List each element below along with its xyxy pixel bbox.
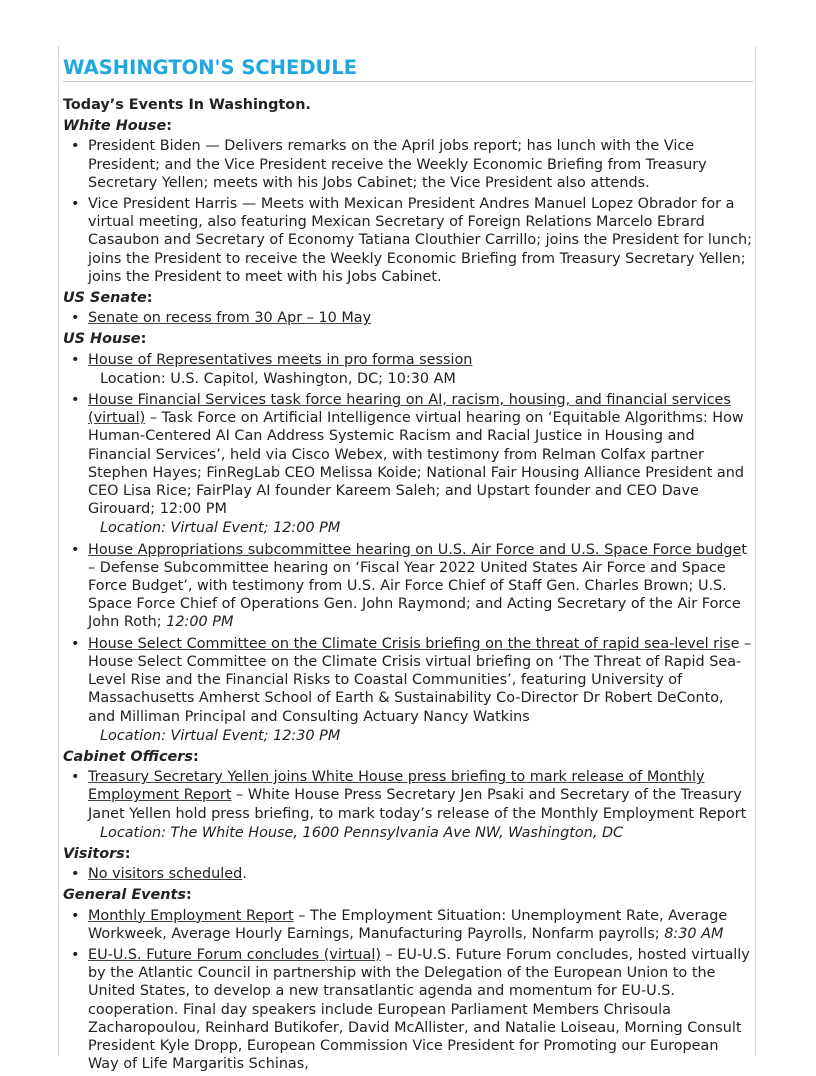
section-visitors: Visitors: [63, 845, 131, 862]
event-location: Location: U.S. Capitol, Washington, DC; 10:30 AM [100, 370, 456, 387]
event-description: – House Select Committee on the Climate Crisis virtual briefing on ‘The Threat of Rapid Sea-Level Rise and the Financial Risks to Coastal Communities’, featuring University of Massachusetts Amherst School of Earth & Sustainability Co-Director Dr Robert DeConto, and Milliman Principal and Consulting Actuary Nancy Watkins [88, 635, 752, 725]
event-description: – The Employment Situation: Unemployment Rate, Average Workweek, Average Hourly Earnings, Manufacturing Payrolls, Nonfarm payrolls; [88, 907, 728, 942]
list-item: • No visitors scheduled. [88, 865, 753, 883]
event-link[interactable]: House Financial Services task force hearing on AI, racism, housing, and financial services (virtual) [88, 392, 731, 427]
event-link-tail: t [741, 541, 748, 558]
cabinet-list [63, 768, 753, 842]
list-item [88, 541, 753, 632]
white-house-list [63, 137, 753, 286]
event-link[interactable]: Treasury Secretary Yellen joins White House press briefing to mark release of Monthly Employment Report [88, 769, 705, 804]
event-link[interactable]: No visitors scheduled [88, 866, 243, 883]
list-item: • President Biden — Delivers remarks on the April jobs report; has lunch with the Vice President; and the Vice President receive the Weekly Economic Briefing from Treasury Secretary Yellen; meets with his Jobs Cabinet; the Vice President also attends. [88, 137, 753, 192]
list-item [88, 351, 753, 388]
list-item [88, 391, 753, 538]
section-label: White House [63, 118, 167, 135]
section-us-senate: US Senate: [63, 290, 153, 307]
event-description: – White House Press Secretary Jen Psaki and Secretary of the Treasury Janet Yellen hold press briefing, to mark today’s release of the Monthly Employment Report [88, 787, 747, 822]
schedule-content [63, 56, 753, 1076]
event-link[interactable]: Monthly Employment Report [88, 907, 294, 924]
event-location: Location: Virtual Event; 12:00 PM [100, 520, 341, 537]
event-location: Location: The White House, 1600 Pennsylvania Ave NW, Washington, DC [100, 824, 624, 841]
event-description: – Task Force on Artificial Intelligence virtual hearing on ‘Equitable Algorithms: How Human-Centered AI Can Address Systemic Racism and Racial Justice in Housing and Financial Services’, held via Cisco Webex, with testimony from Relman Colfax partner Stephen Hayes; FinRegLab CEO Melissa Koide; National Fair Housing Alliance President and CEO Lisa Rice; FairPlay AI founder Kareem Saleh; and Upstart founder and CEO Dave Girouard; 12:00 PM [88, 410, 744, 518]
section-general-events: General Events: [63, 887, 192, 904]
event-link[interactable]: Senate on recess from 30 Apr – 10 May [88, 310, 372, 327]
event-link[interactable]: House of Representatives meets in pro forma session [88, 351, 473, 368]
us-house-list [63, 351, 753, 745]
list-item: • Vice President Harris — Meets with Mexican President Andres Manuel Lopez Obrador for a virtual meeting, also featuring Mexican Secretary of Foreign Relations Marcelo Ebrard Casaubon and Secretary of Economy Tatiana Clouthier Carrillo; joins the President for lunch; joins the President to receive the Weekly Economic Briefing from Treasury Secretary Yellen; joins the President to meet with his Jobs Cabinet. [88, 195, 753, 286]
event-link[interactable]: House Appropriations subcommittee hearing on U.S. Air Force and U.S. Space Force budge [88, 541, 742, 558]
general-events-list [63, 907, 753, 1074]
event-description: – Defense Subcommittee hearing on ‘Fiscal Year 2022 United States Air Force and Space Force Budget’, with testimony from U.S. Air Force Chief of Staff Gen. Charles Brown; U.S. Space Force Chief of Operations Gen. John Raymond; and Acting Secretary of the Air Force John Roth; [88, 559, 741, 631]
section-label: General Events [63, 887, 186, 904]
section-us-house: US House: [63, 331, 147, 348]
section-label: Visitors [63, 845, 125, 862]
list-item [88, 309, 753, 327]
visitors-list [63, 865, 753, 883]
intro-heading: Today’s Events In Washington. [63, 97, 311, 113]
list-item [88, 768, 753, 842]
event-link[interactable]: House Select Committee on the Climate Crisis briefing on the threat of rapid sea-level ris [88, 635, 731, 652]
event-link-tail: e [730, 635, 740, 652]
list-item [88, 635, 753, 745]
section-label: US House [63, 331, 141, 348]
event-time: 8:30 AM [664, 925, 724, 942]
list-item [88, 907, 753, 943]
section-label: US Senate [63, 290, 147, 307]
section-label: Cabinet Officers [63, 748, 193, 765]
event-location: Location: Virtual Event; 12:30 PM [100, 727, 341, 744]
page-title: WASHINGTON'S SCHEDULE [63, 56, 753, 82]
section-cabinet-officers: Cabinet Officers: [63, 748, 199, 765]
event-time: 12:00 PM [166, 614, 234, 631]
list-item [88, 946, 753, 1073]
event-description: – EU-U.S. Future Forum concludes, hosted virtually by the Atlantic Council in partnership with the Delegation of the European Union to the United States, to develop a new transatlantic agenda and momentum for EU-U.S. cooperation. Final day speakers include European Parliament Members Chrisoula Zacharopoulou, Reinhard Butikofer, David McAllister, and Natalie Loiseau, Morning Consult President Kyle Dropp, European Commission Vice President for Promoting our European Way of Life Margaritis Schinas, [88, 946, 750, 1073]
event-link[interactable]: EU-U.S. Future Forum concludes (virtual) [88, 946, 381, 963]
section-white-house: White House: [63, 118, 172, 135]
us-senate-list [63, 309, 753, 327]
